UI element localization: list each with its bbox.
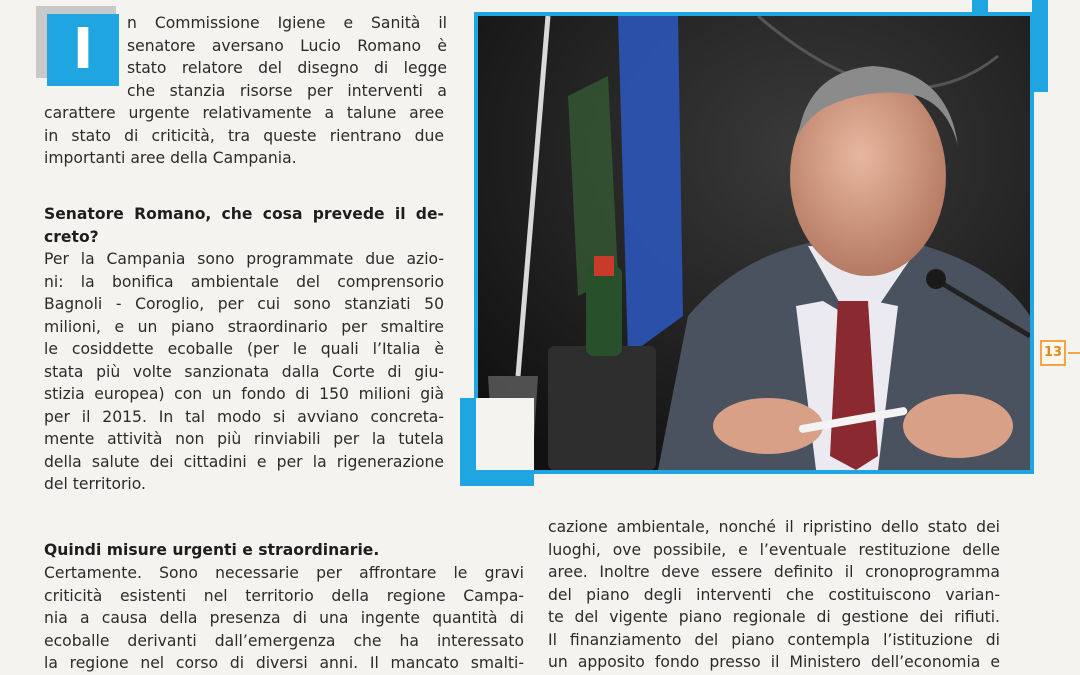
text-line: luoghi, ove possibile, e l’eventuale restituzione delle (548, 540, 1000, 559)
text-line: Il finanziamento del piano contempla l’istituzione di (548, 630, 1000, 649)
page-number: 13 (1040, 340, 1066, 366)
text-line: n Commissione Igiene e Sanità il (127, 14, 447, 32)
text-line: mente attività non più rinviabili per la tutela (44, 430, 444, 448)
right-column-text (548, 516, 1000, 674)
frame-corner-bottom-left-cut (476, 398, 534, 470)
text-line: la regione nel corso di diversi anni. Il mancato smalti- (44, 654, 524, 672)
intro-first-lines (127, 12, 447, 102)
text-line: per il 2015. In tal modo si avviano concreta- (44, 407, 444, 426)
text-line: della salute dei cittadini e per la rigenerazione (44, 452, 444, 471)
text-line: Quindi misure urgenti e straordinarie. (44, 541, 380, 559)
text-line: criticità esistenti nel territorio della regione Campa- (44, 586, 524, 605)
text-line: del piano degli interventi che costituiscono varian- (548, 585, 1000, 604)
text-line: ecoballe derivanti dall’emergenza che ha interessato (44, 631, 524, 650)
text-line: del territorio. (44, 475, 146, 493)
answer-2 (44, 562, 524, 675)
photo-illustration (478, 16, 1030, 470)
text-line: le cosiddette ecoballe (per le quali l’Italia è (44, 340, 444, 358)
text-line: Bagnoli - Coroglio, per cui sono stanziati 50 (44, 295, 444, 313)
page-number-dash (1068, 352, 1080, 354)
text-line: Certamente. Sono necessarie per affrontare le gravi (44, 564, 524, 582)
dropcap: I (47, 14, 119, 86)
text-line: in stato di criticità, tra queste rientrano due (44, 126, 444, 145)
text-line: importanti aree della Campania. (44, 149, 297, 167)
text-line: Per la Campania sono programmate due azio- (44, 250, 444, 268)
text-line: creto? (44, 227, 99, 246)
question-2 (44, 539, 444, 562)
text-line: stato relatore del disegno di legge (127, 59, 447, 77)
text-line: milioni, e un piano straordinario per smaltire (44, 317, 444, 336)
text-line: stata più volte sanzionata dalla Corte di giu- (44, 362, 444, 381)
text-line: Senatore Romano, che cosa prevede il de- (44, 205, 444, 223)
text-line: nia a causa della presenza di una ingente quantità di (44, 609, 524, 627)
text-line: ni: la bonifica ambientale del comprensorio (44, 272, 444, 291)
text-line: aree. Inoltre deve essere definito il cronoprogramma (548, 563, 1000, 581)
text-line: te del vigente piano regionale di gestione dei rifiuti. (548, 608, 1000, 626)
answer-1 (44, 248, 444, 496)
text-line: che stanzia risorse per interventi a (127, 81, 447, 100)
text-line: stizia europea) con un fondo di 150 milioni già (44, 385, 444, 403)
text-line: carattere urgente relativamente a talune aree (44, 104, 444, 122)
senator-photo (478, 16, 1030, 470)
text-line: senatore aversano Lucio Romano è (127, 36, 447, 55)
question-1 (44, 203, 444, 248)
text-line: cazione ambientale, nonché il ripristino dello stato dei (548, 518, 1000, 536)
intro-continued (44, 102, 444, 170)
text-line: un apposito fondo presso il Ministero dell’economia e (548, 653, 1000, 671)
